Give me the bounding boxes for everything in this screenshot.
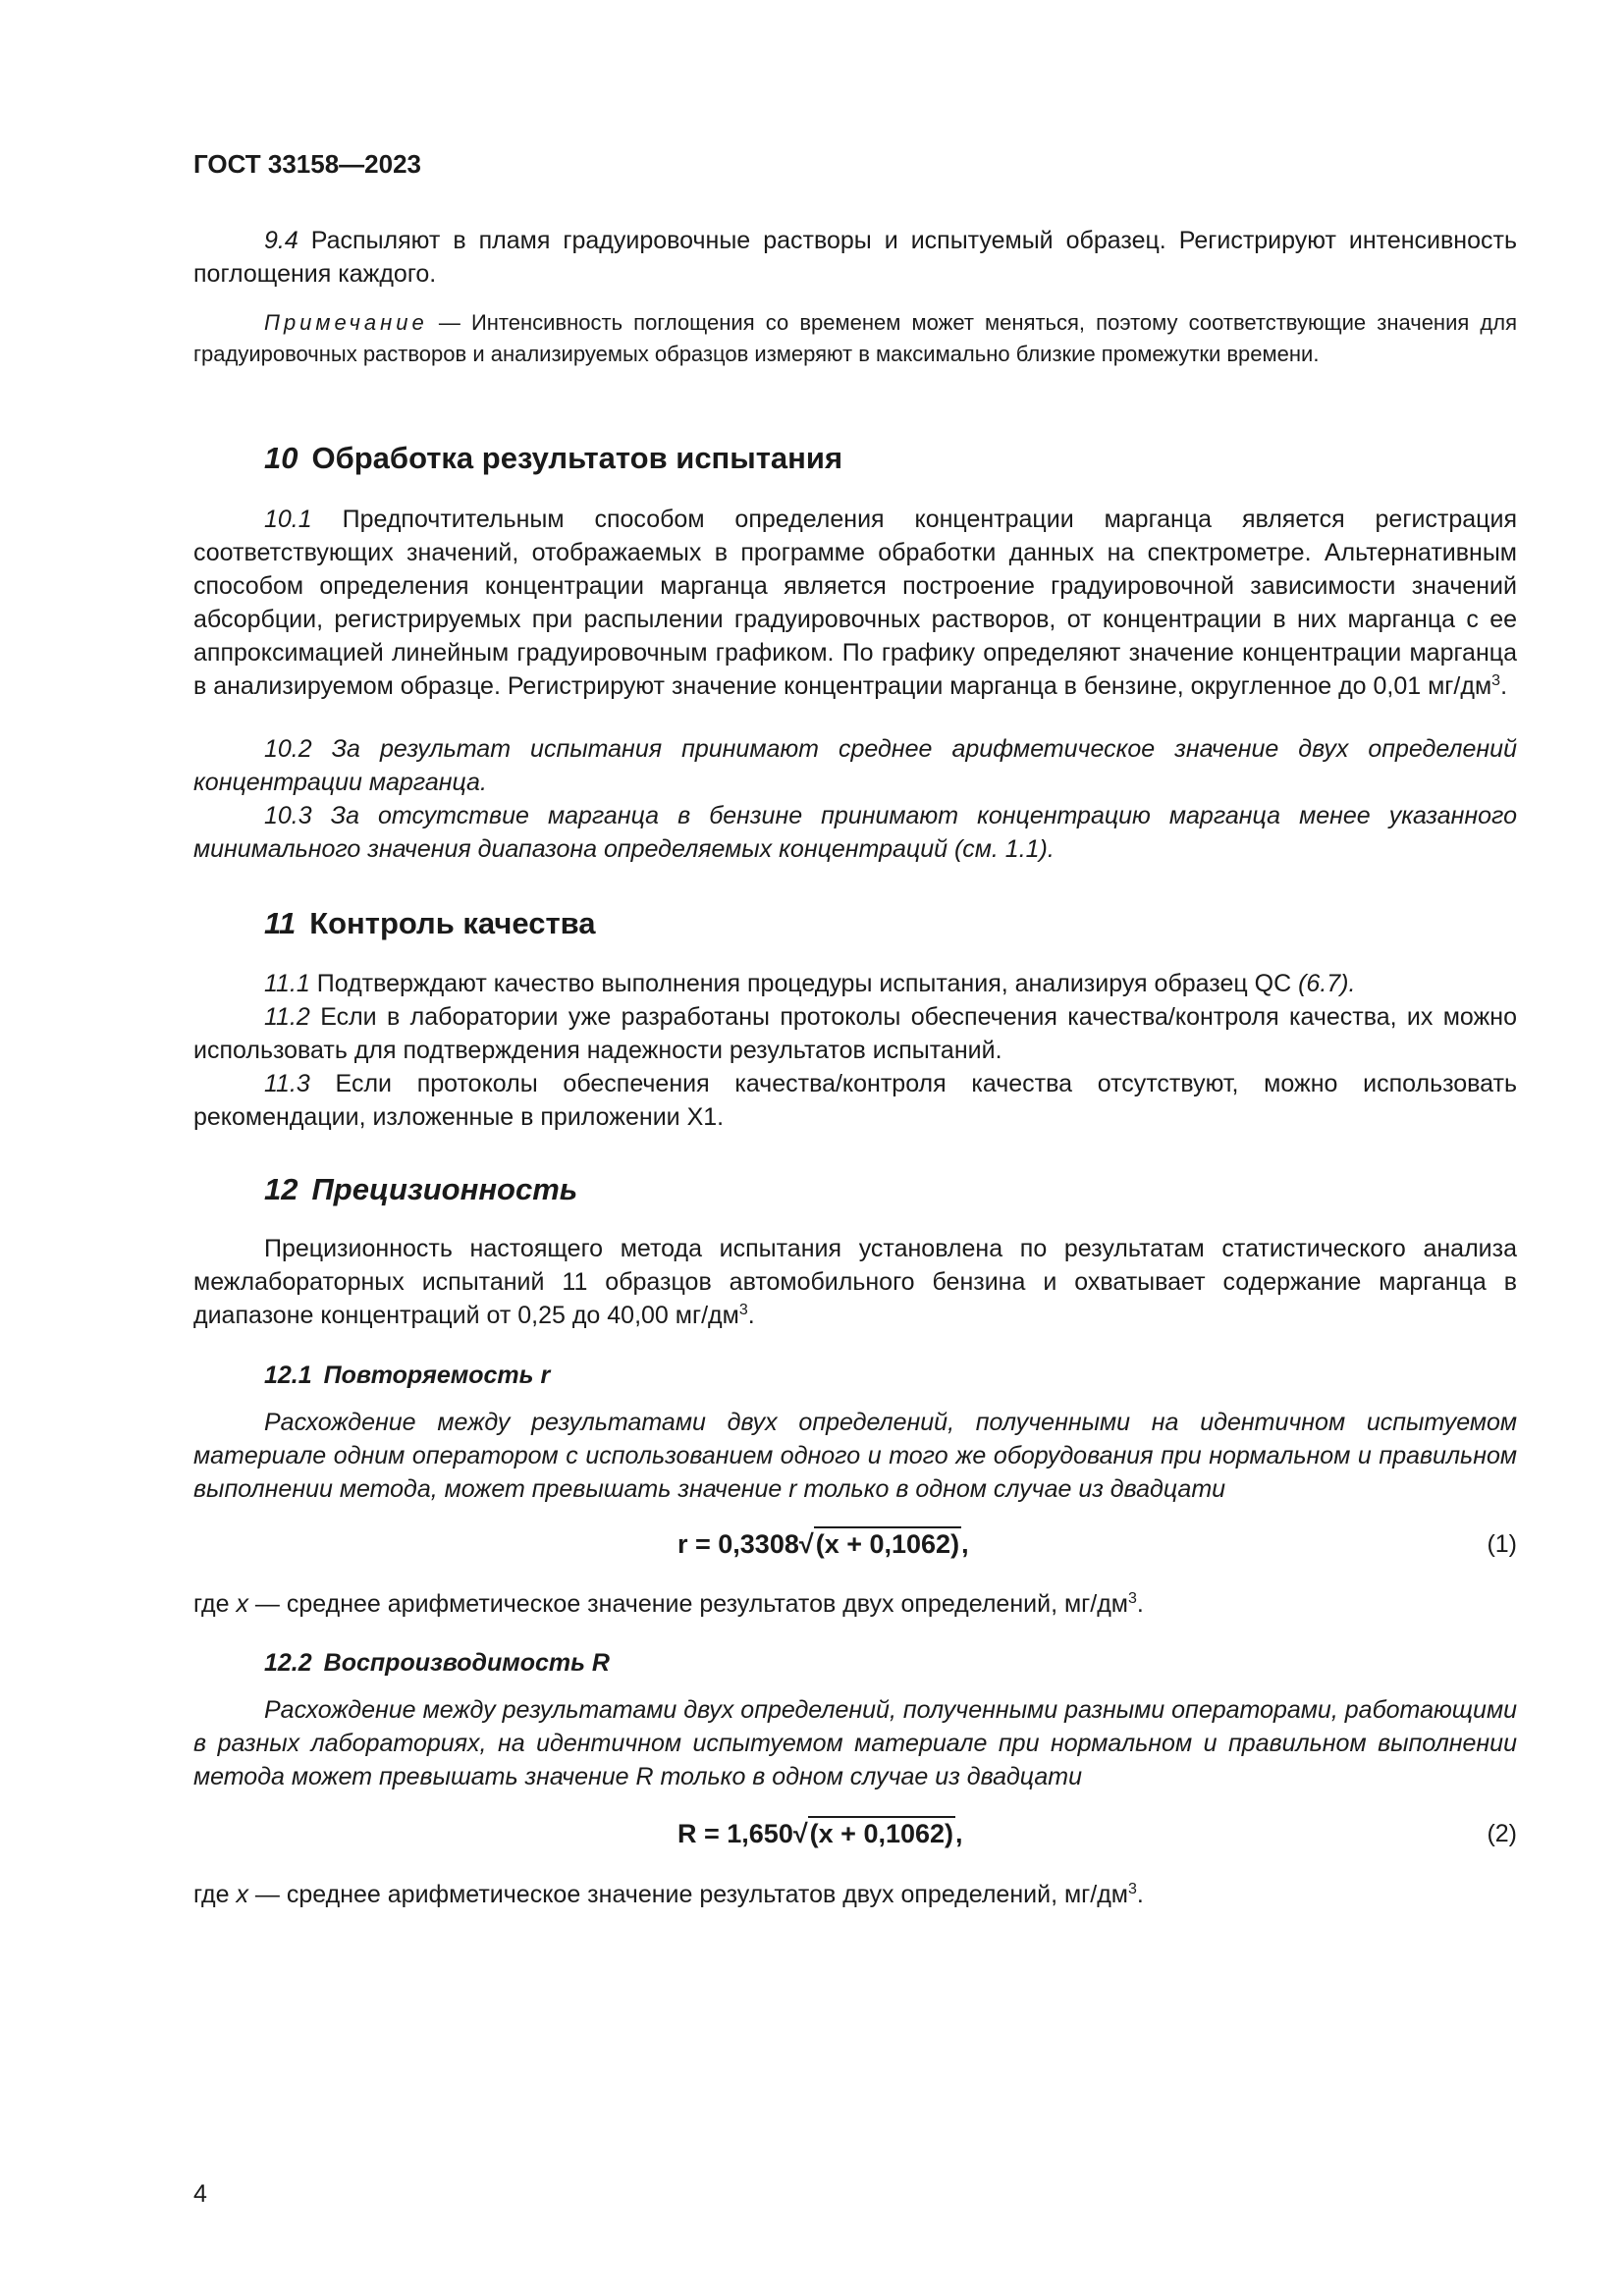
subsection-12-2-heading xyxy=(264,1646,1588,1680)
section-title: Прецизионность xyxy=(311,1172,578,1206)
clause-number: 9.4 xyxy=(264,227,298,254)
paragraph-11-3 xyxy=(193,1067,1517,1134)
section-10-heading xyxy=(264,439,1588,478)
superscript: 3 xyxy=(1128,1881,1137,1897)
paragraph-12-2: Расхождение между результатами двух определений, полученными разными операторами, работающими в разных лабораториях, на идентичном испытуемом материале при нормальном и правильном выполнении метода может превышать значение R только в одном случае из двадцати xyxy=(193,1696,1517,1790)
punctuation: . xyxy=(1136,1881,1144,1908)
note-text: — Интенсивность поглощения со временем может меняться, поэтому соответствующие значения для градуировочных растворов и анализируемых образцов измеряют в максимально близкие промежутки времени. xyxy=(193,310,1517,366)
equation-number: (1) xyxy=(1487,1530,1517,1558)
paragraph-text: Распыляют в пламя градуировочные растворы и испытуемый образец. Регистрируют интенсивность поглощения каждого. xyxy=(193,227,1517,288)
paragraph-11-2 xyxy=(193,1000,1517,1067)
clause-number: 11.1 xyxy=(264,970,310,997)
paragraph-9-4 xyxy=(193,224,1517,291)
note-label: Примечание xyxy=(264,310,428,335)
variable: x xyxy=(236,1881,248,1908)
paragraph-text: Если в лаборатории уже разработаны протоколы обеспечения качества/контроля качества, их можно использовать для подтверждения надежности результатов испытаний. xyxy=(193,1003,1517,1064)
subsection-number: 12.1 xyxy=(264,1362,312,1389)
where-clause-1 xyxy=(193,1587,1517,1621)
sqrt-icon: √ xyxy=(792,1819,808,1848)
subsection-title: Повторяемость r xyxy=(323,1362,551,1389)
punctuation: . xyxy=(747,1302,755,1329)
page-number: 4 xyxy=(193,2180,207,2208)
subsection-number: 12.2 xyxy=(264,1649,312,1677)
paragraph-text: За отсутствие марганца в бензине принимают концентрацию марганца менее указанного минимального значения диапазона определяемых концентраций (см. 1.1). xyxy=(193,802,1517,863)
superscript: 3 xyxy=(738,1302,748,1318)
formula-lhs: r = 0,3308 xyxy=(677,1529,799,1559)
section-title: Обработка результатов испытания xyxy=(311,441,843,475)
paragraph-12-1: Расхождение между результатами двух определений, полученными на идентичном испытуемом материале одним оператором с использованием одного и того же оборудования при нормальном и правильном выполнении метода, может превышать значение r только в одном случае из двадцати xyxy=(193,1409,1517,1503)
paragraph-12-intro xyxy=(193,1232,1517,1332)
where-word: где xyxy=(193,1590,230,1618)
paragraph-11-1 xyxy=(193,967,1517,1000)
paragraph-text: Предпочтительным способом определения концентрации марганца является регистрация соответствующих значений, отображаемых в программе обработки данных на спектрометре. Альтернативным способом определения концентрации марганца является построение градуировочной зависимости значений абсорбции, регистрируемых при распылении градуировочных растворов, от концентрации в них марганца с ее аппроксимацией линейным градуировочным графиком. По графику определяют значение концентрации марганца в анализируемом образце. Регистрируют значение концентрации марганца в бензине, округленное до 0,01 мг/дм xyxy=(193,506,1518,700)
paragraph-10-2 xyxy=(193,732,1517,799)
where-text: — среднее арифметическое значение результатов двух определений, мг/дм xyxy=(254,1590,1128,1618)
subsection-title: Воспроизводимость R xyxy=(323,1649,610,1677)
subsection-12-1-heading xyxy=(264,1359,1588,1392)
clause-number: 11.2 xyxy=(264,1003,310,1031)
formula-2 xyxy=(677,1814,963,1853)
document-header: ГОСТ 33158—2023 xyxy=(193,149,421,179)
punctuation: , xyxy=(961,1529,969,1559)
formula-radicand: (x + 0,1062) xyxy=(808,1816,955,1849)
clause-number: 10.1 xyxy=(264,506,312,533)
paragraph-text: Прецизионность настоящего метода испытания установлена по результатам статистического анализа межлабораторных испытаний 11 образцов автомобильного бензина и охватывает содержание марганца в диапазоне концентраций от 0,25 до 40,00 мг/дм xyxy=(193,1235,1517,1329)
superscript: 3 xyxy=(1128,1590,1137,1607)
section-number: 10 xyxy=(264,441,298,475)
section-number: 11 xyxy=(264,906,297,940)
equation-number: (2) xyxy=(1487,1820,1517,1847)
clause-number: 10.2 xyxy=(264,735,312,763)
paragraph-text: Подтверждают качество выполнения процедуры испытания, анализируя образец QC xyxy=(316,970,1292,997)
paragraph-10-1 xyxy=(193,503,1517,703)
where-text: — среднее арифметическое значение результатов двух определений, мг/дм xyxy=(254,1881,1128,1908)
section-12-heading xyxy=(264,1170,1588,1209)
variable: x xyxy=(236,1590,248,1618)
superscript: 3 xyxy=(1491,672,1501,689)
section-number: 12 xyxy=(264,1172,298,1206)
paragraph-text: За результат испытания принимают среднее арифметическое значение двух определений концентрации марганца. xyxy=(193,735,1517,796)
punctuation: . xyxy=(1500,672,1508,700)
formula-1 xyxy=(677,1524,969,1564)
clause-number: 10.3 xyxy=(264,802,312,829)
sqrt-icon: √ xyxy=(798,1529,814,1559)
section-11-heading xyxy=(264,904,1588,943)
paragraph-10-3 xyxy=(193,799,1517,866)
formula-lhs: R = 1,650 xyxy=(677,1819,793,1848)
punctuation: . xyxy=(1136,1590,1144,1618)
formula-radicand: (x + 0,1062) xyxy=(814,1526,961,1560)
where-word: где xyxy=(193,1881,230,1908)
clause-number: 11.3 xyxy=(264,1070,310,1097)
where-clause-2 xyxy=(193,1878,1517,1911)
section-title: Контроль качества xyxy=(309,906,596,940)
punctuation: , xyxy=(955,1819,963,1848)
note xyxy=(193,307,1517,370)
cross-reference: (6.7). xyxy=(1298,970,1356,997)
paragraph-text: Если протоколы обеспечения качества/контроля качества отсутствуют, можно использовать рекомендации, изложенные в приложении Х1. xyxy=(193,1070,1518,1131)
